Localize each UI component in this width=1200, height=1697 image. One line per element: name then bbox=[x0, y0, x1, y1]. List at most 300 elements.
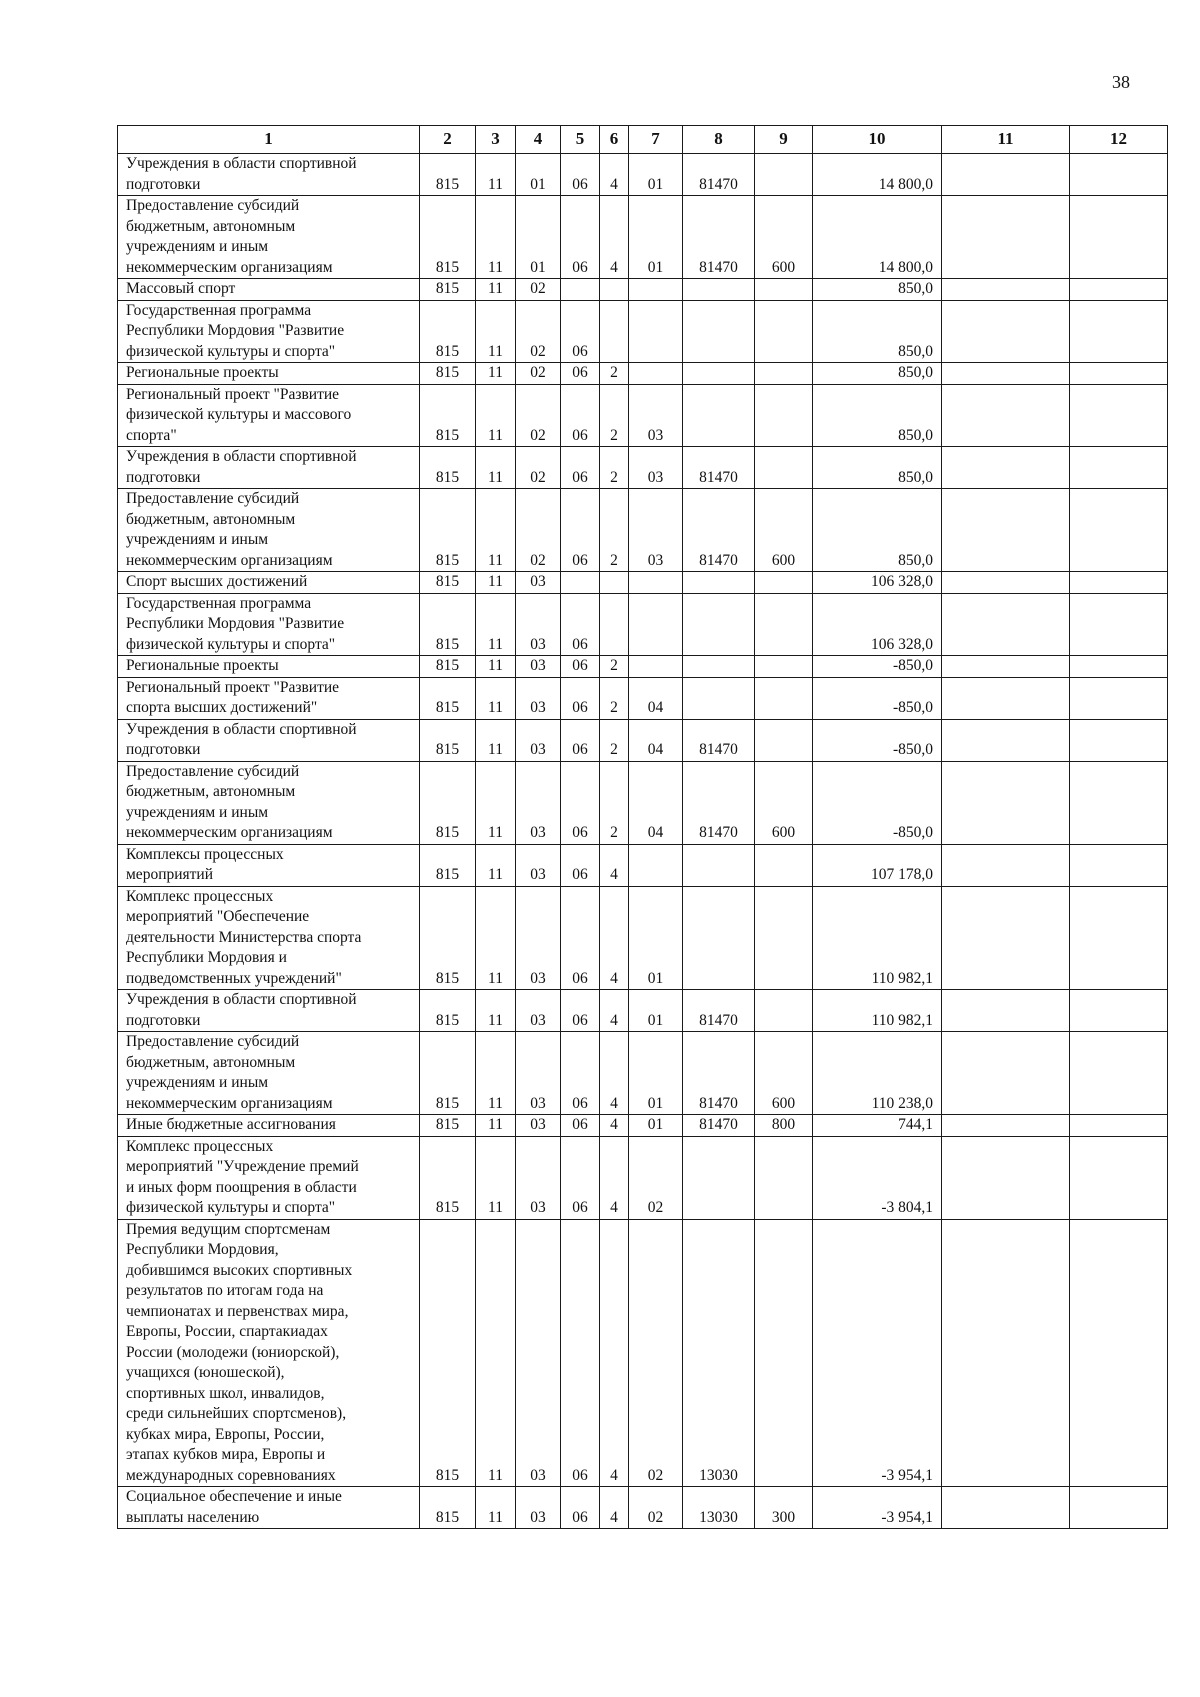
column-header-8: 8 bbox=[683, 126, 755, 154]
code-col-8 bbox=[683, 572, 755, 594]
code-col-4: 03 bbox=[516, 761, 561, 844]
code-col-5: 06 bbox=[561, 1032, 600, 1115]
code-col-4: 01 bbox=[516, 196, 561, 279]
amount-col-10: -3 954,1 bbox=[813, 1487, 942, 1529]
amount-col-10: 106 328,0 bbox=[813, 593, 942, 656]
code-col-3: 11 bbox=[476, 1219, 516, 1487]
code-col-3: 11 bbox=[476, 677, 516, 719]
code-col-2: 815 bbox=[420, 886, 476, 990]
code-col-4: 03 bbox=[516, 1487, 561, 1529]
code-col-8: 81470 bbox=[683, 154, 755, 196]
code-col-3: 11 bbox=[476, 1136, 516, 1219]
item-name: Социальное обеспечение и иные выплаты населению bbox=[118, 1487, 420, 1529]
code-col-2: 815 bbox=[420, 656, 476, 678]
item-name: Государственная программа Республики Мордовия "Развитие физической культуры и спорта" bbox=[118, 300, 420, 363]
code-col-8 bbox=[683, 656, 755, 678]
code-col-2: 815 bbox=[420, 844, 476, 886]
code-col-7: 01 bbox=[629, 154, 683, 196]
code-col-6: 2 bbox=[600, 761, 629, 844]
amount-col-10: 850,0 bbox=[813, 447, 942, 489]
amount-col-12 bbox=[1070, 1115, 1168, 1137]
table-row bbox=[118, 363, 1168, 385]
column-header-3: 3 bbox=[476, 126, 516, 154]
code-col-4: 03 bbox=[516, 572, 561, 594]
code-col-4: 02 bbox=[516, 447, 561, 489]
amount-col-11 bbox=[942, 990, 1070, 1032]
code-col-2: 815 bbox=[420, 1115, 476, 1137]
table-row bbox=[118, 447, 1168, 489]
amount-col-12 bbox=[1070, 300, 1168, 363]
code-col-5: 06 bbox=[561, 593, 600, 656]
code-col-2: 815 bbox=[420, 593, 476, 656]
amount-col-11 bbox=[942, 384, 1070, 447]
code-col-5: 06 bbox=[561, 489, 600, 572]
code-col-9 bbox=[755, 572, 813, 594]
code-col-2: 815 bbox=[420, 279, 476, 301]
code-col-5: 06 bbox=[561, 719, 600, 761]
code-col-2: 815 bbox=[420, 1219, 476, 1487]
code-col-9 bbox=[755, 1136, 813, 1219]
code-col-5: 06 bbox=[561, 300, 600, 363]
amount-col-12 bbox=[1070, 1487, 1168, 1529]
amount-col-10: 850,0 bbox=[813, 363, 942, 385]
code-col-7: 03 bbox=[629, 447, 683, 489]
amount-col-11 bbox=[942, 719, 1070, 761]
code-col-6: 2 bbox=[600, 677, 629, 719]
amount-col-12 bbox=[1070, 677, 1168, 719]
amount-col-12 bbox=[1070, 1219, 1168, 1487]
table-row bbox=[118, 990, 1168, 1032]
code-col-4: 02 bbox=[516, 489, 561, 572]
code-col-5: 06 bbox=[561, 656, 600, 678]
column-header-2: 2 bbox=[420, 126, 476, 154]
code-col-6 bbox=[600, 572, 629, 594]
code-col-5 bbox=[561, 572, 600, 594]
code-col-4: 02 bbox=[516, 300, 561, 363]
code-col-6: 4 bbox=[600, 990, 629, 1032]
code-col-6 bbox=[600, 279, 629, 301]
code-col-4: 03 bbox=[516, 1032, 561, 1115]
table-row bbox=[118, 384, 1168, 447]
code-col-3: 11 bbox=[476, 154, 516, 196]
code-col-5 bbox=[561, 279, 600, 301]
code-col-6: 4 bbox=[600, 1032, 629, 1115]
table-row bbox=[118, 1136, 1168, 1219]
amount-col-12 bbox=[1070, 196, 1168, 279]
code-col-8 bbox=[683, 363, 755, 385]
code-col-2: 815 bbox=[420, 572, 476, 594]
code-col-4: 03 bbox=[516, 656, 561, 678]
code-col-9: 600 bbox=[755, 761, 813, 844]
code-col-8 bbox=[683, 886, 755, 990]
code-col-8 bbox=[683, 844, 755, 886]
code-col-2: 815 bbox=[420, 719, 476, 761]
code-col-6 bbox=[600, 300, 629, 363]
amount-col-12 bbox=[1070, 447, 1168, 489]
amount-col-12 bbox=[1070, 656, 1168, 678]
amount-col-10: 14 800,0 bbox=[813, 196, 942, 279]
code-col-2: 815 bbox=[420, 1487, 476, 1529]
code-col-6: 2 bbox=[600, 384, 629, 447]
code-col-5: 06 bbox=[561, 1136, 600, 1219]
code-col-8: 81470 bbox=[683, 1032, 755, 1115]
column-header-6: 6 bbox=[600, 126, 629, 154]
code-col-3: 11 bbox=[476, 363, 516, 385]
code-col-3: 11 bbox=[476, 300, 516, 363]
code-col-8 bbox=[683, 1136, 755, 1219]
code-col-3: 11 bbox=[476, 990, 516, 1032]
code-col-4: 01 bbox=[516, 154, 561, 196]
code-col-8: 81470 bbox=[683, 719, 755, 761]
item-name: Предоставление субсидий бюджетным, автономным учреждениям и иным некоммерческим организациям bbox=[118, 761, 420, 844]
column-header-9: 9 bbox=[755, 126, 813, 154]
table-row bbox=[118, 279, 1168, 301]
amount-col-10: 850,0 bbox=[813, 384, 942, 447]
code-col-9 bbox=[755, 593, 813, 656]
code-col-3: 11 bbox=[476, 196, 516, 279]
code-col-5: 06 bbox=[561, 384, 600, 447]
code-col-3: 11 bbox=[476, 1032, 516, 1115]
amount-col-10: 110 982,1 bbox=[813, 990, 942, 1032]
table-body bbox=[118, 154, 1168, 1529]
item-name: Региональные проекты bbox=[118, 656, 420, 678]
amount-col-11 bbox=[942, 154, 1070, 196]
code-col-7: 04 bbox=[629, 761, 683, 844]
item-name: Учреждения в области спортивной подготовки bbox=[118, 447, 420, 489]
code-col-3: 11 bbox=[476, 1487, 516, 1529]
amount-col-10: -850,0 bbox=[813, 719, 942, 761]
table-header bbox=[118, 126, 1168, 154]
code-col-8: 13030 bbox=[683, 1219, 755, 1487]
code-col-8: 81470 bbox=[683, 990, 755, 1032]
code-col-7: 01 bbox=[629, 990, 683, 1032]
amount-col-11 bbox=[942, 1136, 1070, 1219]
table-row bbox=[118, 196, 1168, 279]
header-row bbox=[118, 126, 1168, 154]
amount-col-11 bbox=[942, 1032, 1070, 1115]
amount-col-11 bbox=[942, 1487, 1070, 1529]
code-col-4: 03 bbox=[516, 1115, 561, 1137]
code-col-2: 815 bbox=[420, 300, 476, 363]
code-col-4: 03 bbox=[516, 719, 561, 761]
amount-col-12 bbox=[1070, 844, 1168, 886]
item-name: Государственная программа Республики Мордовия "Развитие физической культуры и спорта" bbox=[118, 593, 420, 656]
code-col-6: 4 bbox=[600, 154, 629, 196]
code-col-5: 06 bbox=[561, 677, 600, 719]
code-col-3: 11 bbox=[476, 384, 516, 447]
table-row bbox=[118, 844, 1168, 886]
amount-col-11 bbox=[942, 572, 1070, 594]
amount-col-11 bbox=[942, 886, 1070, 990]
amount-col-11 bbox=[942, 656, 1070, 678]
column-header-12: 12 bbox=[1070, 126, 1168, 154]
code-col-2: 815 bbox=[420, 363, 476, 385]
table-row bbox=[118, 1032, 1168, 1115]
item-name: Учреждения в области спортивной подготовки bbox=[118, 154, 420, 196]
amount-col-12 bbox=[1070, 572, 1168, 594]
column-header-10: 10 bbox=[813, 126, 942, 154]
amount-col-11 bbox=[942, 300, 1070, 363]
amount-col-10: -3 804,1 bbox=[813, 1136, 942, 1219]
code-col-8: 81470 bbox=[683, 761, 755, 844]
code-col-9 bbox=[755, 719, 813, 761]
amount-col-12 bbox=[1070, 279, 1168, 301]
table-row bbox=[118, 1115, 1168, 1137]
code-col-4: 03 bbox=[516, 844, 561, 886]
code-col-2: 815 bbox=[420, 384, 476, 447]
code-col-9 bbox=[755, 886, 813, 990]
amount-col-11 bbox=[942, 363, 1070, 385]
code-col-7 bbox=[629, 572, 683, 594]
code-col-9 bbox=[755, 656, 813, 678]
code-col-7 bbox=[629, 300, 683, 363]
amount-col-11 bbox=[942, 1219, 1070, 1487]
amount-col-10: 850,0 bbox=[813, 300, 942, 363]
code-col-9: 600 bbox=[755, 1032, 813, 1115]
code-col-3: 11 bbox=[476, 489, 516, 572]
budget-table bbox=[117, 125, 1168, 1529]
code-col-9 bbox=[755, 300, 813, 363]
code-col-6: 4 bbox=[600, 1219, 629, 1487]
amount-col-11 bbox=[942, 593, 1070, 656]
amount-col-10: 14 800,0 bbox=[813, 154, 942, 196]
code-col-7 bbox=[629, 363, 683, 385]
code-col-3: 11 bbox=[476, 279, 516, 301]
amount-col-11 bbox=[942, 489, 1070, 572]
code-col-3: 11 bbox=[476, 844, 516, 886]
code-col-7: 02 bbox=[629, 1136, 683, 1219]
code-col-5: 06 bbox=[561, 447, 600, 489]
column-header-7: 7 bbox=[629, 126, 683, 154]
amount-col-10: 110 238,0 bbox=[813, 1032, 942, 1115]
code-col-3: 11 bbox=[476, 572, 516, 594]
code-col-2: 815 bbox=[420, 196, 476, 279]
code-col-3: 11 bbox=[476, 761, 516, 844]
code-col-6: 4 bbox=[600, 196, 629, 279]
amount-col-12 bbox=[1070, 593, 1168, 656]
item-name: Предоставление субсидий бюджетным, автономным учреждениям и иным некоммерческим организациям bbox=[118, 1032, 420, 1115]
amount-col-12 bbox=[1070, 1032, 1168, 1115]
amount-col-12 bbox=[1070, 886, 1168, 990]
code-col-7 bbox=[629, 593, 683, 656]
code-col-6: 2 bbox=[600, 363, 629, 385]
table-row bbox=[118, 154, 1168, 196]
amount-col-12 bbox=[1070, 154, 1168, 196]
code-col-7: 01 bbox=[629, 1032, 683, 1115]
code-col-5: 06 bbox=[561, 196, 600, 279]
amount-col-10: 106 328,0 bbox=[813, 572, 942, 594]
table-row bbox=[118, 489, 1168, 572]
code-col-2: 815 bbox=[420, 1136, 476, 1219]
item-name: Региональный проект "Развитие физической культуры и массового спорта" bbox=[118, 384, 420, 447]
code-col-9 bbox=[755, 677, 813, 719]
amount-col-12 bbox=[1070, 1136, 1168, 1219]
code-col-7: 04 bbox=[629, 677, 683, 719]
code-col-9 bbox=[755, 1219, 813, 1487]
code-col-6: 4 bbox=[600, 844, 629, 886]
amount-col-10: 850,0 bbox=[813, 489, 942, 572]
amount-col-11 bbox=[942, 196, 1070, 279]
code-col-8 bbox=[683, 279, 755, 301]
table-row bbox=[118, 1219, 1168, 1487]
amount-col-10: -850,0 bbox=[813, 656, 942, 678]
code-col-3: 11 bbox=[476, 1115, 516, 1137]
code-col-2: 815 bbox=[420, 677, 476, 719]
code-col-6: 2 bbox=[600, 656, 629, 678]
code-col-7 bbox=[629, 656, 683, 678]
code-col-8 bbox=[683, 593, 755, 656]
table-row bbox=[118, 886, 1168, 990]
amount-col-11 bbox=[942, 1115, 1070, 1137]
code-col-2: 815 bbox=[420, 761, 476, 844]
item-name: Учреждения в области спортивной подготовки bbox=[118, 990, 420, 1032]
code-col-5: 06 bbox=[561, 990, 600, 1032]
amount-col-12 bbox=[1070, 489, 1168, 572]
code-col-4: 02 bbox=[516, 384, 561, 447]
code-col-8: 81470 bbox=[683, 489, 755, 572]
code-col-4: 03 bbox=[516, 1219, 561, 1487]
item-name: Массовый спорт bbox=[118, 279, 420, 301]
item-name: Спорт высших достижений bbox=[118, 572, 420, 594]
column-header-5: 5 bbox=[561, 126, 600, 154]
code-col-9 bbox=[755, 154, 813, 196]
code-col-9: 300 bbox=[755, 1487, 813, 1529]
code-col-6 bbox=[600, 593, 629, 656]
code-col-9 bbox=[755, 384, 813, 447]
code-col-4: 02 bbox=[516, 363, 561, 385]
code-col-2: 815 bbox=[420, 447, 476, 489]
amount-col-11 bbox=[942, 447, 1070, 489]
code-col-3: 11 bbox=[476, 719, 516, 761]
code-col-6: 2 bbox=[600, 719, 629, 761]
code-col-7: 01 bbox=[629, 886, 683, 990]
code-col-2: 815 bbox=[420, 489, 476, 572]
code-col-5: 06 bbox=[561, 844, 600, 886]
amount-col-10: 107 178,0 bbox=[813, 844, 942, 886]
code-col-2: 815 bbox=[420, 154, 476, 196]
code-col-4: 03 bbox=[516, 593, 561, 656]
amount-col-12 bbox=[1070, 990, 1168, 1032]
code-col-7: 01 bbox=[629, 1115, 683, 1137]
code-col-6: 2 bbox=[600, 489, 629, 572]
code-col-5: 06 bbox=[561, 761, 600, 844]
code-col-6: 4 bbox=[600, 886, 629, 990]
item-name: Комплекс процессных мероприятий "Учреждение премий и иных форм поощрения в области физической культуры и спорта" bbox=[118, 1136, 420, 1219]
code-col-8: 81470 bbox=[683, 447, 755, 489]
item-name: Региональные проекты bbox=[118, 363, 420, 385]
code-col-5: 06 bbox=[561, 1219, 600, 1487]
column-header-1: 1 bbox=[118, 126, 420, 154]
code-col-9 bbox=[755, 844, 813, 886]
code-col-3: 11 bbox=[476, 886, 516, 990]
code-col-7 bbox=[629, 279, 683, 301]
table-row bbox=[118, 719, 1168, 761]
code-col-8: 81470 bbox=[683, 1115, 755, 1137]
code-col-7: 03 bbox=[629, 489, 683, 572]
column-header-11: 11 bbox=[942, 126, 1070, 154]
table-row bbox=[118, 300, 1168, 363]
item-name: Иные бюджетные ассигнования bbox=[118, 1115, 420, 1137]
code-col-7 bbox=[629, 844, 683, 886]
code-col-3: 11 bbox=[476, 656, 516, 678]
code-col-7: 04 bbox=[629, 719, 683, 761]
amount-col-10: 110 982,1 bbox=[813, 886, 942, 990]
code-col-3: 11 bbox=[476, 593, 516, 656]
code-col-5: 06 bbox=[561, 886, 600, 990]
amount-col-11 bbox=[942, 761, 1070, 844]
amount-col-10: -850,0 bbox=[813, 677, 942, 719]
code-col-5: 06 bbox=[561, 363, 600, 385]
code-col-7: 01 bbox=[629, 196, 683, 279]
code-col-9 bbox=[755, 363, 813, 385]
code-col-8 bbox=[683, 384, 755, 447]
code-col-4: 03 bbox=[516, 677, 561, 719]
code-col-4: 03 bbox=[516, 1136, 561, 1219]
code-col-8: 13030 bbox=[683, 1487, 755, 1529]
code-col-7: 02 bbox=[629, 1487, 683, 1529]
code-col-4: 03 bbox=[516, 990, 561, 1032]
code-col-6: 4 bbox=[600, 1115, 629, 1137]
table-row bbox=[118, 656, 1168, 678]
code-col-6: 4 bbox=[600, 1487, 629, 1529]
amount-col-10: -850,0 bbox=[813, 761, 942, 844]
code-col-2: 815 bbox=[420, 990, 476, 1032]
amount-col-12 bbox=[1070, 363, 1168, 385]
amount-col-11 bbox=[942, 677, 1070, 719]
code-col-9: 600 bbox=[755, 196, 813, 279]
code-col-5: 06 bbox=[561, 1487, 600, 1529]
code-col-5: 06 bbox=[561, 1115, 600, 1137]
code-col-9 bbox=[755, 990, 813, 1032]
code-col-7: 03 bbox=[629, 384, 683, 447]
code-col-2: 815 bbox=[420, 1032, 476, 1115]
item-name: Предоставление субсидий бюджетным, автономным учреждениям и иным некоммерческим организациям bbox=[118, 196, 420, 279]
code-col-7: 02 bbox=[629, 1219, 683, 1487]
table-row bbox=[118, 761, 1168, 844]
item-name: Предоставление субсидий бюджетным, автономным учреждениям и иным некоммерческим организациям bbox=[118, 489, 420, 572]
amount-col-11 bbox=[942, 844, 1070, 886]
code-col-8 bbox=[683, 677, 755, 719]
code-col-5: 06 bbox=[561, 154, 600, 196]
code-col-6: 2 bbox=[600, 447, 629, 489]
amount-col-12 bbox=[1070, 384, 1168, 447]
code-col-9 bbox=[755, 279, 813, 301]
amount-col-12 bbox=[1070, 719, 1168, 761]
amount-col-10: -3 954,1 bbox=[813, 1219, 942, 1487]
code-col-8 bbox=[683, 300, 755, 363]
code-col-9: 600 bbox=[755, 489, 813, 572]
amount-col-12 bbox=[1070, 761, 1168, 844]
column-header-4: 4 bbox=[516, 126, 561, 154]
amount-col-10: 744,1 bbox=[813, 1115, 942, 1137]
code-col-9 bbox=[755, 447, 813, 489]
table-row bbox=[118, 593, 1168, 656]
item-name: Комплекс процессных мероприятий "Обеспечение деятельности Министерства спорта Республики Мордовия и подведомственных учреждений" bbox=[118, 886, 420, 990]
table-row bbox=[118, 677, 1168, 719]
item-name: Учреждения в области спортивной подготовки bbox=[118, 719, 420, 761]
code-col-4: 03 bbox=[516, 886, 561, 990]
code-col-4: 02 bbox=[516, 279, 561, 301]
item-name: Региональный проект "Развитие спорта высших достижений" bbox=[118, 677, 420, 719]
table-row bbox=[118, 1487, 1168, 1529]
item-name: Комплексы процессных мероприятий bbox=[118, 844, 420, 886]
amount-col-11 bbox=[942, 279, 1070, 301]
amount-col-10: 850,0 bbox=[813, 279, 942, 301]
item-name: Премия ведущим спортсменам Республики Мордовия, добившимся высоких спортивных результатов по итогам года на чемпионатах и первенствах мира, Европы, России, спартакиадах России (молодежи (юниорской), учащихся (юношеской), спортивных школ, инвалидов, среди сильнейших спортсменов), кубках мира, Европы, России, этапах кубков мира, Европы и международных соревнованиях bbox=[118, 1219, 420, 1487]
table-row bbox=[118, 572, 1168, 594]
page-number: 38 bbox=[1112, 72, 1130, 92]
code-col-6: 4 bbox=[600, 1136, 629, 1219]
